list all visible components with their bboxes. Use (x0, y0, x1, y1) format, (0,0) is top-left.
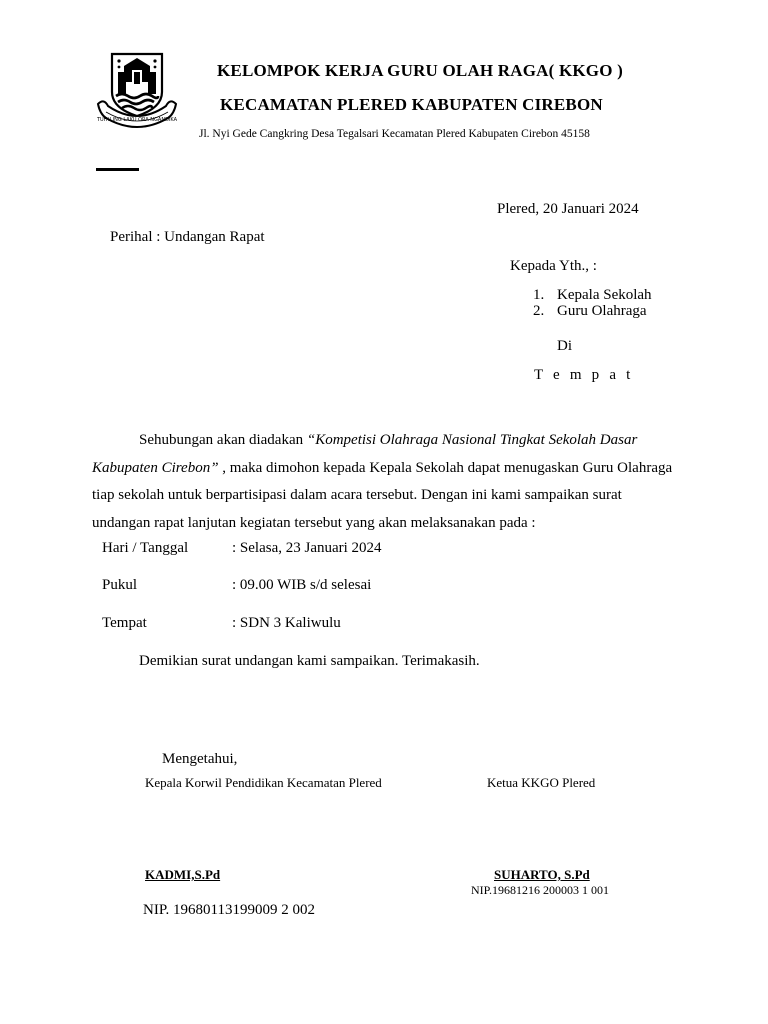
organization-title: KELOMPOK KERJA GURU OLAH RAGA( KKGO ) (217, 61, 623, 80)
recipient-intro: Kepada Yth., : (510, 258, 597, 274)
list-text: Guru Olahraga (557, 303, 647, 319)
detail-value-time: : 09.00 WIB s/d selesai (232, 577, 372, 593)
detail-label-time: Pukul (102, 577, 138, 593)
body-lead: Sehubungan akan diadakan (139, 432, 307, 448)
signer-left-title: Kepala Korwil Pendidikan Kecamatan Plered (145, 775, 382, 790)
acknowledged-label: Mengetahui, (162, 751, 238, 767)
organization-address: Jl. Nyi Gede Cangkring Desa Tegalsari Kecamatan Plered Kabupaten Cirebon 45158 (199, 128, 590, 140)
detail-label-date: Hari / Tanggal (102, 540, 189, 556)
body-rest: , maka dimohon kepada Kepala Sekolah dapat menugaskan Guru Olahraga tiap sekolah untuk berpartisipasi dalam acara tersebut. Dengan ini kami sampaikan surat undangan rapat lanjutan kegiatan tersebut yang akan melaksanakan pada : (92, 459, 673, 532)
organization-subtitle: KECAMATAN PLERED KABUPATEN CIREBON (220, 95, 603, 114)
list-number: 2. (533, 303, 545, 319)
body-paragraph (92, 427, 682, 538)
closing-sentence: Demikian surat undangan kami sampaikan. Terimakasih. (139, 653, 480, 669)
detail-label-place: Tempat (102, 615, 147, 631)
recipient-list-item (533, 287, 652, 304)
signer-left-name: KADMI,S.Pd (145, 867, 221, 882)
svg-text:TUHU ING LAKU ORA NGANDIKA: TUHU ING LAKU ORA NGANDIKA (96, 117, 178, 123)
list-text: Kepala Sekolah (557, 287, 652, 303)
signer-right-title: Ketua KKGO Plered (487, 775, 596, 790)
signer-left-nip: NIP. 19680113199009 2 002 (143, 902, 315, 918)
recipient-list-item (533, 303, 647, 320)
letter-subject: Perihal : Undangan Rapat (110, 229, 265, 245)
detail-value-date: : Selasa, 23 Januari 2024 (232, 540, 382, 556)
event-name: “Kompetisi Olahraga Nasional Tingkat Sekolah Dasar Kabupaten Cirebon” (92, 432, 638, 476)
detail-value-place: : SDN 3 Kaliwulu (232, 615, 341, 631)
header-divider (96, 168, 139, 171)
signer-right-nip: NIP.19681216 200003 1 001 (471, 883, 610, 897)
place-date: Plered, 20 Januari 2024 (497, 201, 639, 217)
cirebon-emblem-logo (94, 52, 180, 134)
list-number: 1. (533, 287, 545, 303)
recipient-place: T e m p a t (534, 367, 634, 383)
recipient-di: Di (557, 338, 572, 354)
signer-right-name: SUHARTO, S.Pd (494, 867, 590, 882)
